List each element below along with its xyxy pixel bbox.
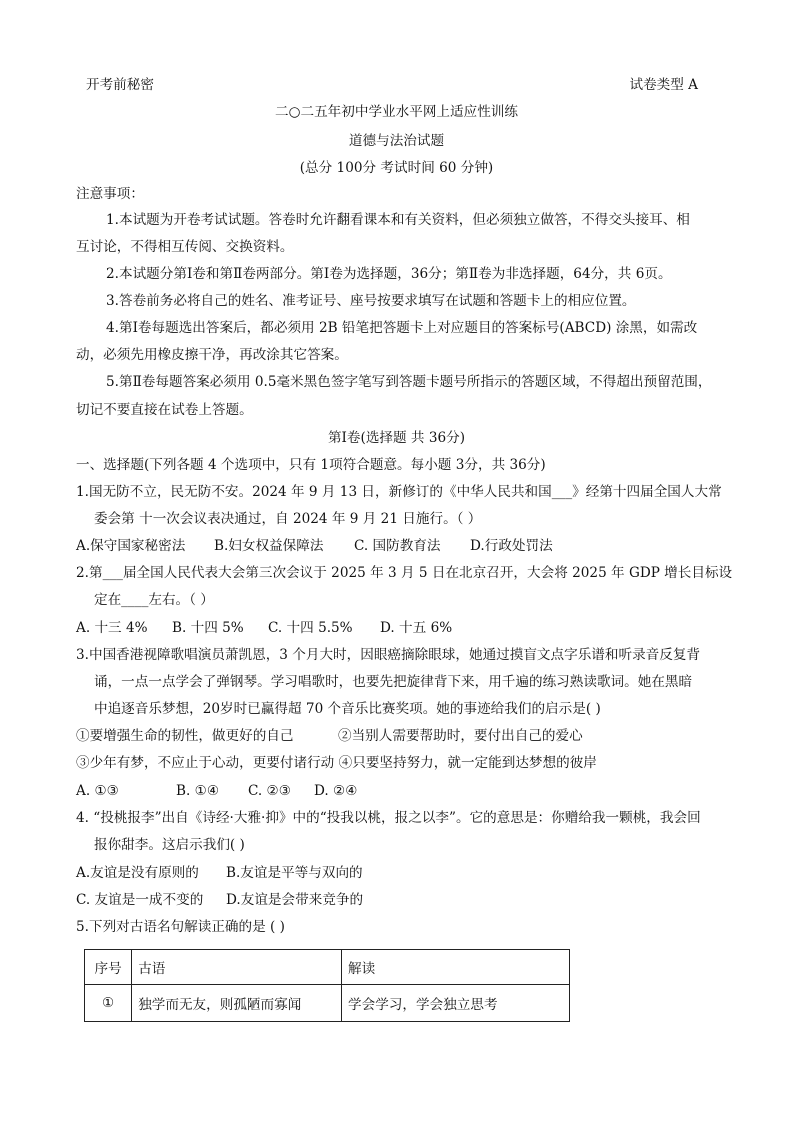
- confidential-label: 开考前秘密: [86, 77, 154, 93]
- q3-line-3: 中追逐音乐梦想，20岁时已赢得超 70 个音乐比赛奖项。她的事迹给我们的启示是( ): [94, 701, 601, 717]
- q3-option-d: D. ②④: [314, 783, 358, 799]
- table-row: [85, 985, 570, 1022]
- q4-option-d: D.友谊是会带来竞争的: [226, 892, 364, 908]
- table-header-interpretation: 解读: [342, 950, 570, 985]
- q3-option-b: B. ①④: [176, 783, 220, 799]
- q3-line-1: 3.中国香港视障歌唱演员萧凯恩，3 个月大时，因眼癌摘除眼球，她通过摸盲文点字乐谱和听录音反复背: [76, 647, 701, 663]
- q3-option-a: A. ①③: [76, 783, 119, 799]
- q1-option-a: A.保守国家秘密法: [76, 538, 186, 554]
- notice-item-4: 4.第Ⅰ卷每题选出答案后，都必须用 2B 铅笔把答题卡上对应题目的答案标号(ABCD) 涂黑，如需改: [106, 320, 698, 336]
- q4-option-c: C. 友谊是一成不变的: [76, 892, 204, 908]
- q1-option-c: C. 国防教育法: [354, 538, 441, 554]
- q1-line-1: 1.国无防不立，民无防不安。2024 年 9 月 13 日，新修订的《中华人民共和国___》经第十四届全国人大常: [76, 484, 722, 500]
- q2-option-d: D. 十五 6%: [380, 620, 453, 636]
- notice-item-1: 1.本试题为开卷考试试题。答卷时允许翻看课本和有关资料，但必须独立做答，不得交头接耳、相: [106, 212, 690, 228]
- q4-option-b: B.友谊是平等与双向的: [226, 865, 363, 881]
- q3-statement-2: ②当别人需要帮助时，要付出自己的爱心: [338, 728, 583, 744]
- notice-item-1-cont: 互讨论，不得相互传阅、交换资料。: [76, 239, 294, 255]
- score-time-info: (总分 100分 考试时间 60 分钟): [299, 160, 494, 176]
- q3-line-2: 诵，一点一点学会了弹钢琴。学习唱歌时，也要先把旋律背下来，用千遍的练习熟读歌词。她在黑暗: [94, 674, 693, 690]
- notice-item-5: 5.第Ⅱ卷每题答案必须用 0.5毫米黑色签字笔写到答题卡题号所指示的答题区域，不得超出预留范围，: [106, 374, 712, 390]
- q3-statement-3-4: ③少年有梦，不应止于心动，更要付诸行动 ④只要坚持努力，就一定能到达梦想的彼岸: [76, 755, 597, 771]
- exam-title: 二○二五年初中学业水平网上适应性训练: [275, 104, 518, 120]
- notice-item-5-cont: 切记不要直接在试卷上答题。: [76, 402, 253, 418]
- q2-line-2: 定在____左右。（ ）: [94, 592, 214, 608]
- q2-option-c: C. 十四 5.5%: [268, 620, 353, 636]
- table-header-number: 序号: [85, 950, 132, 985]
- q3-option-c: C. ②③: [248, 783, 291, 799]
- table-cell-number: ①: [85, 985, 132, 1022]
- q5-table: [84, 949, 570, 1022]
- notice-item-3: 3.答卷前务必将自己的姓名、准考证号、座号按要求填写在试题和答题卡上的相应位置。: [106, 293, 636, 309]
- paper-type-label: 试卷类型 A: [629, 77, 698, 93]
- notice-heading: 注意事项：: [76, 186, 144, 202]
- q2-option-a: A. 十三 4%: [76, 620, 148, 636]
- q1-option-b: B.妇女权益保障法: [214, 538, 324, 554]
- table-cell-interpretation: 学会学习，学会独立思考: [342, 985, 570, 1022]
- q2-line-1: 2.第___届全国人民代表大会第三次会议于 2025 年 3 月 5 日在北京召开，大会将 2025 年 GDP 增长目标设: [76, 565, 733, 581]
- q1-option-d: D.行政处罚法: [470, 538, 553, 554]
- table-header-saying: 古语: [132, 950, 342, 985]
- table-header-row: [85, 950, 570, 985]
- q4-line-2: 报你甜李。这启示我们( ): [94, 837, 245, 853]
- notice-item-4-cont: 动，必须先用橡皮擦干净，再改涂其它答案。: [76, 347, 348, 363]
- section-instruction: 一、选择题(下列各题 4 个选项中，只有 1项符合题意。每小题 3分，共 36分): [76, 457, 546, 473]
- q1-line-2: 委会第 十一次会议表决通过，自 2024 年 9 月 21 日施行。（ ）: [94, 511, 482, 527]
- q5-line-1: 5.下列对古语名句解读正确的是 ( ): [76, 919, 285, 935]
- q4-option-a: A.友谊是没有原则的: [76, 865, 199, 881]
- q2-option-b: B. 十四 5%: [172, 620, 244, 636]
- section-title: 第Ⅰ卷(选择题 共 36分): [327, 430, 466, 446]
- q3-statement-1: ①要增强生命的韧性，做更好的自己: [76, 728, 294, 744]
- subject-title: 道德与法治试题: [348, 133, 445, 149]
- table-cell-saying: 独学而无友，则孤陋而寡闻: [132, 985, 342, 1022]
- notice-item-2: 2.本试题分第Ⅰ卷和第Ⅱ卷两部分。第Ⅰ卷为选择题，36分；第Ⅱ卷为非选择题，64分，共 6页。: [106, 266, 672, 282]
- q4-line-1: 4. “投桃报李”出自《诗经·大雅·抑》中的“投我以桃，报之以李”。它的意思是：你赠给我一颗桃，我会回: [76, 810, 701, 826]
